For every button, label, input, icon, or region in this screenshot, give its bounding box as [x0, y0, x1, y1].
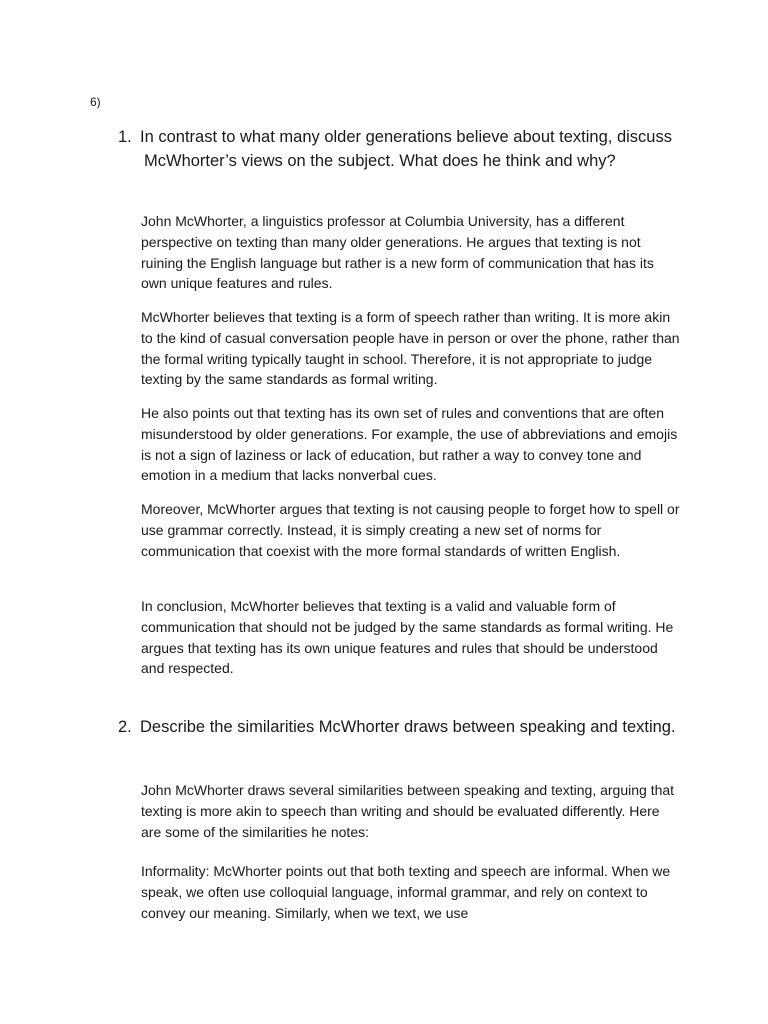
answer-paragraph: He also points out that texting has its own set of rules and conventions that are often misunderstood by older generations. For example, the use of abbreviations and emojis is not a sign of laziness or lack of education, but rather a way to convey tone and emotion in a medium that lacks nonverbal cues.: [141, 405, 678, 484]
answer-paragraph: Moreover, McWhorter argues that texting is not causing people to forget how to spell or use grammar correctly. Instead, it is simply creating a new set of norms for communication that coexist with the more formal standards of written English.: [141, 501, 680, 559]
page-number: 6): [90, 95, 101, 109]
answer-paragraph: In conclusion, McWhorter believes that texting is a valid and valuable form of communication that should not be judged by the same standards as formal writing. He argues that texting has its own unique features and rules that should be understood and respected.: [141, 598, 674, 677]
answer-paragraph: McWhorter believes that texting is a form of speech rather than writing. It is more akin to the kind of casual conversation people have in person or over the phone, rather than the formal writing typically taught in school. Therefore, it is not appropriate to judge texting by the same standards as formal writing.: [141, 309, 680, 388]
answer-paragraph: Informality: McWhorter points out that both texting and speech are informal. When we speak, we often use colloquial language, informal grammar, and rely on context to convey our meaning. Similarly, when we text, we use: [141, 863, 671, 921]
question-text: In contrast to what many older generations believe about texting, discuss McWhorter’s views on the subject. What does he think and why?: [140, 128, 672, 170]
answer-paragraph: John McWhorter, a linguistics professor at Columbia University, has a different perspective on texting than many older generations. He argues that texting is not ruining the English language but rather is a new form of communication that has its own unique features and rules.: [141, 213, 654, 292]
question-2: [118, 715, 678, 739]
question-text: Describe the similarities McWhorter draws between speaking and texting.: [140, 718, 676, 736]
question-1: [118, 125, 678, 173]
question-number: 2.: [118, 718, 132, 736]
answer-paragraph: John McWhorter draws several similarities between speaking and texting, arguing that texting is more akin to speech than writing and should be evaluated differently. Here are some of the similarities he notes:: [141, 782, 675, 840]
question-number: 1.: [118, 128, 132, 146]
